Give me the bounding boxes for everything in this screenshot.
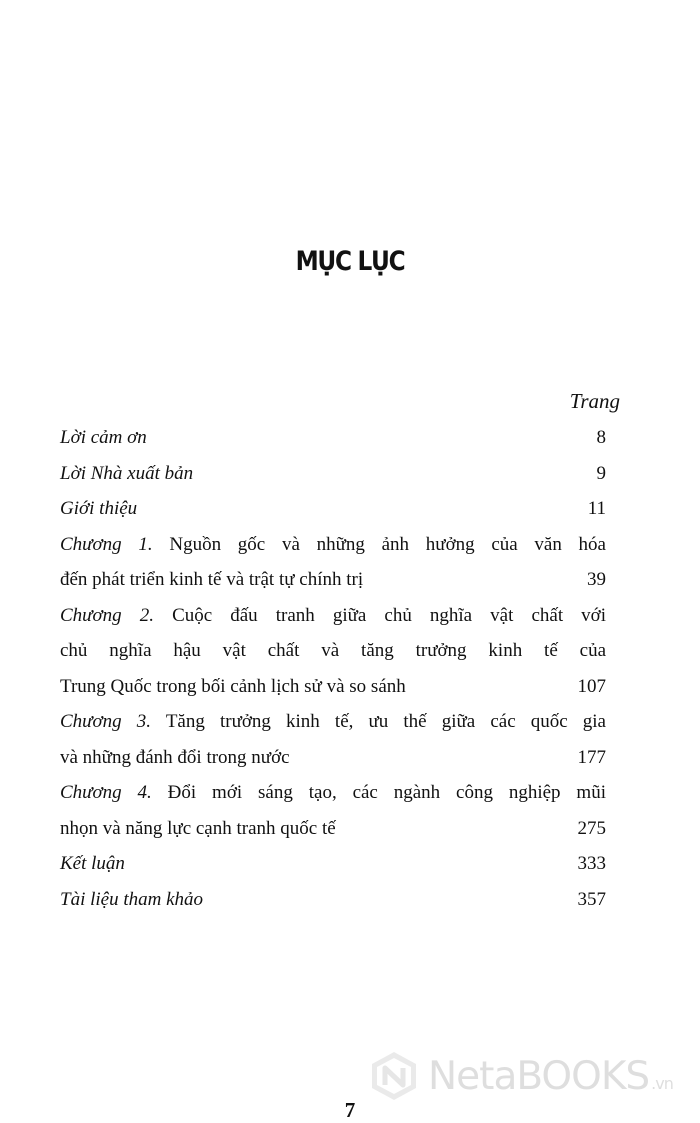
toc-entry-page: 39 [587, 569, 606, 590]
toc-entry-page: 357 [577, 888, 606, 910]
toc-entry-page: 275 [577, 817, 606, 839]
toc-entry-title [60, 704, 606, 740]
page-number: 7 [344, 1098, 356, 1122]
chapter-title-line: chủ nghĩa hậu vật chất và tăng trưởng kinh tế của [60, 640, 606, 661]
toc-entry-line [60, 740, 606, 776]
toc-entry-page: 107 [577, 675, 606, 697]
toc-entry-title: Lời cảm ơn [60, 427, 147, 448]
toc-entry [60, 882, 606, 918]
toc-entry-title: Tài liệu tham khảo [60, 888, 204, 910]
toc-entry-line [60, 598, 606, 634]
toc-entry-page: 333 [577, 853, 606, 874]
toc-entry-line [60, 562, 606, 598]
chapter-title-line: Tăng trưởng kinh tế, ưu thế giữa các quốc gia [151, 711, 606, 732]
toc-entry-title: Lời Nhà xuất bản [60, 462, 194, 484]
toc-entry-line [60, 633, 606, 669]
toc-entry-line [60, 669, 606, 705]
toc-entry-line [60, 811, 606, 847]
chapter-label: Chương 3. [60, 711, 152, 732]
chapter-label: Chương 4. [60, 782, 152, 803]
toc-entry [60, 456, 606, 492]
netabooks-logo-icon [368, 1050, 420, 1102]
netabooks-watermark [368, 1046, 688, 1106]
table-of-contents [60, 420, 606, 917]
toc-entry-title: Giới thiệu [60, 498, 138, 519]
chapter-title-line: Cuộc đấu tranh giữa chủ nghĩa vật chất với [154, 604, 606, 626]
page-title: MỤC LỤC [295, 246, 405, 277]
toc-entry [60, 846, 606, 882]
toc-entry-title [60, 527, 606, 563]
chapter-title-line: đến phát triển kinh tế và trật tự chính trị [60, 569, 364, 590]
toc-entry-line [60, 775, 606, 811]
toc-entry-title [60, 598, 606, 634]
page-column-header: Trang [569, 389, 620, 413]
toc-entry-title: Kết luận [60, 853, 125, 874]
toc-entry-line [60, 704, 606, 740]
toc-entry-page: 9 [596, 462, 606, 484]
chapter-title-line: và những đánh đổi trong nước [60, 746, 290, 768]
toc-entry-title [60, 775, 606, 811]
toc-entry [60, 491, 606, 527]
chapter-label: Chương 1. [60, 533, 153, 555]
toc-entry-page: 11 [587, 498, 606, 519]
chapter-title-line: Nguồn gốc và những ảnh hưởng của văn hóa [152, 533, 606, 555]
watermark-brand: NetaBOOKS .vn [428, 1053, 673, 1099]
chapter-title-line: nhọn và năng lực cạnh tranh quốc tế [60, 817, 336, 839]
chapter-title-line: Đổi mới sáng tạo, các ngành công nghiệp mũi [151, 782, 606, 803]
toc-entry-page: 177 [577, 746, 606, 768]
toc-entry-page: 8 [596, 427, 606, 448]
chapter-label: Chương 2. [60, 604, 154, 626]
toc-entry-line [60, 527, 606, 563]
chapter-title-line: Trung Quốc trong bối cảnh lịch sử và so sánh [60, 675, 406, 697]
toc-entry [60, 420, 606, 456]
